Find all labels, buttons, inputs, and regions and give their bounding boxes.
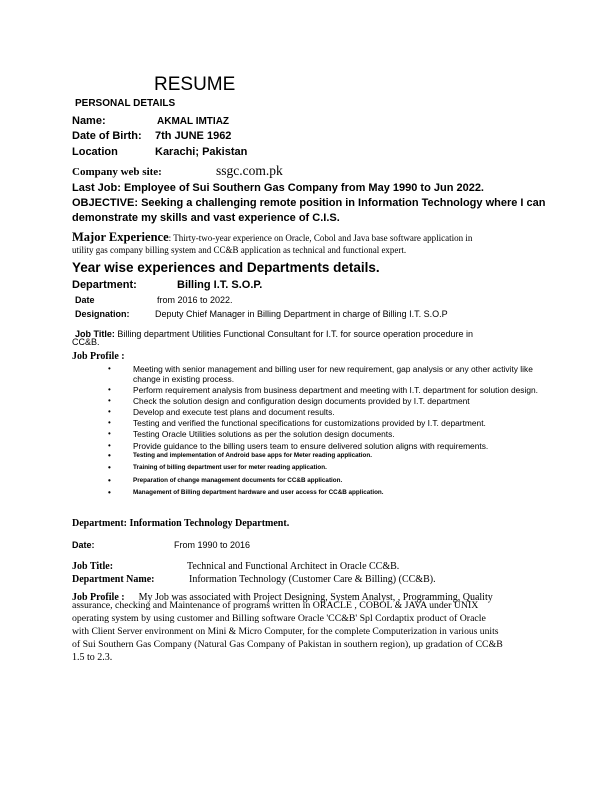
- dob-value: 7th JUNE 1962: [155, 130, 232, 142]
- experience-heading: Year wise experiences and Departments details.: [72, 260, 380, 275]
- last-job: Last Job: Employee of Sui Southern Gas Company from May 1990 to Jun 2022.: [72, 182, 484, 194]
- dept2-date-label: Date:: [72, 540, 95, 550]
- name-value: AKMAL IMTIAZ: [157, 116, 230, 127]
- dept1-job-title-line-2: CC&B.: [72, 337, 100, 347]
- dept2-department-name-value: Information Technology (Customer Care & Billing) (CC&B).: [189, 574, 436, 585]
- resume-title: RESUME: [154, 74, 236, 95]
- list-item: • Provide guidance to the billing users team to ensure delivered solution aligns with requirements.: [106, 441, 548, 451]
- location-value: Karachi; Pakistan: [155, 146, 248, 158]
- major-experience-line-1: [72, 228, 472, 246]
- major-experience-label: Major Experience: [72, 230, 169, 244]
- list-item: • Testing and verified the functional specifications for customizations provided by I.T. department.: [106, 418, 548, 428]
- dept2-department-name-label: Department Name:: [72, 574, 155, 585]
- dept1-date-label: Date: [75, 295, 95, 305]
- dept2-job-title-value: Technical and Functional Architect in Oracle CC&B.: [187, 561, 400, 572]
- name-label: Name:: [72, 115, 106, 127]
- list-item: • Training of billing department user for meter reading application.: [106, 464, 548, 472]
- dept2-job-profile-line-3: operating system by using customer and Billing software Oracle 'CC&B' Spl Cordaptix product of Oracle: [72, 613, 486, 624]
- dept2-heading: Department: Information Technology Department.: [72, 518, 290, 529]
- personal-details-heading: PERSONAL DETAILS: [75, 98, 176, 109]
- dept1-job-title-value: Billing department Utilities Functional Consultant for I.T. for source operation procedure in: [114, 329, 474, 339]
- dept2-job-profile-line-2: assurance, checking and Maintenance of programs written in ORACLE , COBOL & JAVA under UNIX: [72, 600, 479, 611]
- dept1-department-value: Billing I.T. S.O.P.: [177, 279, 263, 291]
- list-item: • Management of Billing department hardware and user access for CC&B application.: [106, 489, 548, 497]
- dob-label: Date of Birth:: [72, 130, 142, 142]
- website-value[interactable]: ssgc.com.pk: [216, 163, 283, 178]
- objective-line-1: OBJECTIVE: Seeking a challenging remote position in Information Technology where I can: [72, 197, 546, 209]
- dept1-department-label: Department:: [72, 279, 137, 291]
- dept2-job-profile-line-5: of Sui Southern Gas Company (Natural Gas Company of Pakistan in southern region), up gradation of CC&B: [72, 639, 503, 650]
- dept1-job-title-line-1: [75, 324, 473, 342]
- dept2-date-value: From 1990 to 2016: [174, 540, 251, 550]
- dept2-job-profile-text: My Job was associated with Project Designing, System Analyst, , Programming, Quality: [138, 592, 493, 603]
- objective-line-2: demonstrate my skills and vast experience of C.I.S.: [72, 212, 340, 224]
- list-item: • Testing Oracle Utilities solutions as per the solution design documents.: [106, 429, 548, 439]
- major-experience-text: : Thirty-two-year experience on Oracle, Cobol and Java base software application in: [168, 233, 473, 243]
- list-item: • Check the solution design and configuration design documents provided by I.T. department: [106, 396, 548, 406]
- dept1-job-profile-label: Job Profile :: [72, 351, 125, 362]
- dept1-designation-label: Designation:: [75, 309, 130, 319]
- dept2-job-profile-line-4: with Client Server environment on Mini & Micro Computer, for the complete Computerization in various units: [72, 626, 499, 637]
- list-item: • Perform requirement analysis from business department and meeting with I.T. department for solution design.: [106, 385, 548, 395]
- dept2-job-profile-line-6: 1.5 to 2.3.: [72, 652, 113, 663]
- website-label: Company web site:: [72, 166, 162, 178]
- location-label: Location: [72, 146, 118, 158]
- list-item: • Preparation of change management documents for CC&B application.: [106, 477, 548, 485]
- dept1-job-profile-list: [106, 364, 548, 502]
- list-item: • Testing and implementation of Android base apps for Meter reading application.: [106, 452, 548, 460]
- dept2-job-title-label: Job Title:: [72, 561, 114, 572]
- dept1-job-title-label: Job Title:: [75, 329, 115, 339]
- dept1-designation-value: Deputy Chief Manager in Billing Department in charge of Billing I.T. S.O.P: [155, 309, 448, 319]
- list-item: • Develop and execute test plans and document results.: [106, 407, 548, 417]
- dept2-job-profile-label: Job Profile :: [72, 592, 125, 603]
- major-experience-line-2: utility gas company billing system and CC&B application as technical and functional expert.: [72, 245, 407, 255]
- dept1-date-value: from 2016 to 2022.: [157, 295, 233, 305]
- list-item: • Meeting with senior management and billing user for new requirement, gap analysis or any other activity like change in existing process.: [106, 364, 548, 384]
